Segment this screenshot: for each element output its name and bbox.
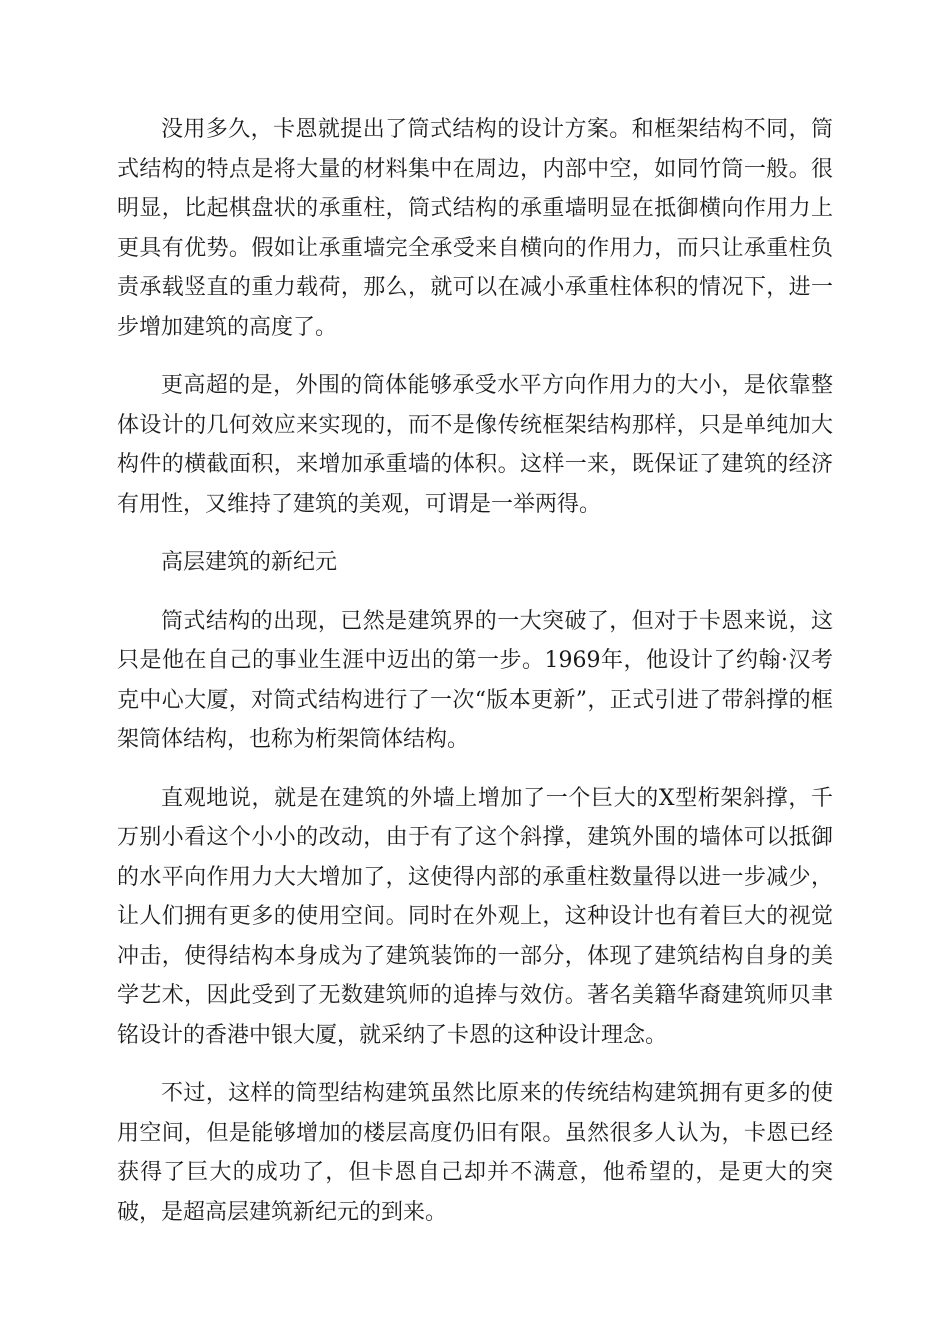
paragraph-tube-structure: 没用多久，卡恩就提出了筒式结构的设计方案。和框架结构不同，筒式结构的特点是将大量的材料集中在周边，内部中空，如同竹筒一般。很明显，比起棋盘状的承重柱，筒式结构的承重墙明显在抵御横向作用力上更具有优势。假如让承重墙完全承受来自横向的作用力，而只让承重柱负责承载竖直的重力载荷，那么，就可以在减小承重柱体积的情况下，进一步增加建筑的高度了。 [117,117,833,340]
paragraph-limitations: 不过，这样的筒型结构建筑虽然比原来的传统结构建筑拥有更多的使用空间，但是能够增加的楼层高度仍旧有限。虽然很多人认为，卡恩已经获得了巨大的成功了，但卡恩自己却并不满意，他希望的，是更大的突破，是超高层建筑新纪元的到来。 [117,1081,833,1225]
paragraph-outer-tube: 更高超的是，外围的筒体能够承受水平方向作用力的大小，是依靠整体设计的几何效应来实现的，而不是像传统框架结构那样，只是单纯加大构件的横截面积，来增加承重墙的体积。这样一来，既保证了建筑的经济有用性，又维持了建筑的美观，可谓是一举两得。 [117,373,833,517]
paragraph-hancock-center: 筒式结构的出现，已然是建筑界的一大突破了，但对于卡恩来说，这只是他在自己的事业生涯中迈出的第一步。1969年，他设计了约翰·汉考克中心大厦，对筒式结构进行了一次“版本更新”，正式引进了带斜撑的框架筒体结构，也称为桁架筒体结构。 [117,608,833,752]
document-body [117,110,833,1251]
paragraph-x-bracing: 直观地说，就是在建筑的外墙上增加了一个巨大的X型桁架斜撑，千万别小看这个小小的改动，由于有了这个斜撑，建筑外围的墙体可以抵御的水平向作用力大大增加了，这使得内部的承重柱数量得以进一步减少，让人们拥有更多的使用空间。同时在外观上，这种设计也有着巨大的视觉冲击，使得结构本身成为了建筑装饰的一部分，体现了建筑结构自身的美学艺术，因此受到了无数建筑师的追捧与效仿。著名美籍华裔建筑师贝聿铭设计的香港中银大厦，就采纳了卡恩的这种设计理念。 [117,785,833,1048]
section-heading: 高层建筑的新纪元 [161,550,338,575]
